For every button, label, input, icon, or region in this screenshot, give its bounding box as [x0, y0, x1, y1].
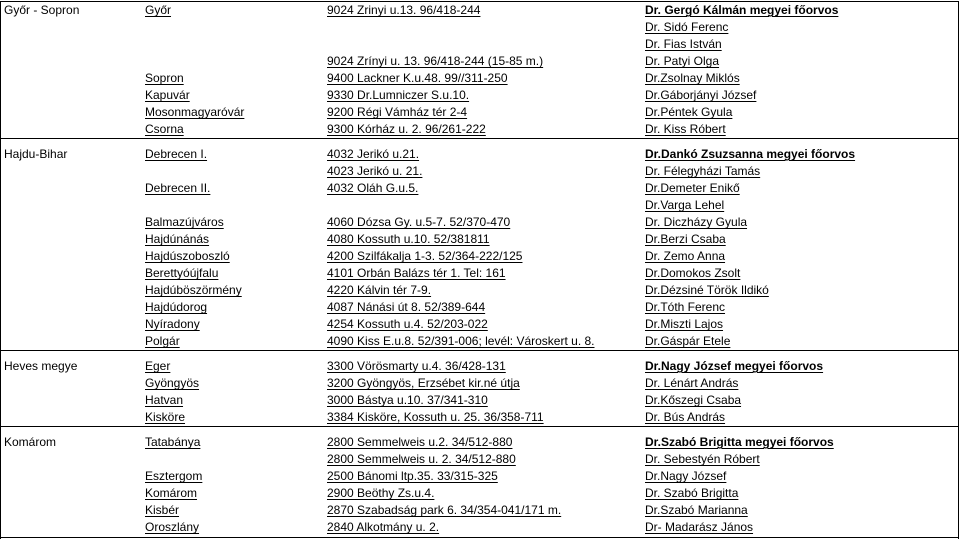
city-cell: Mosonmagyaróvár [145, 105, 245, 119]
address-cell: 3000 Bástya u.10. 37/341-310 [327, 393, 488, 407]
doctor-cell: Dr.Nagy József [645, 469, 727, 483]
city-cell: Hajdúdorog [145, 300, 208, 314]
table-row [0, 375, 959, 392]
table-row [0, 70, 959, 87]
address-cell: 4080 Kossuth u.10. 52/381811 [327, 232, 490, 246]
address-cell: 9024 Zrínyi u. 13. 96/418-244 (15-85 m.) [327, 54, 544, 68]
address-cell: 4032 Jerikó u.21. [327, 147, 420, 161]
address-cell: 4032 Oláh G.u.5. [327, 181, 419, 195]
table-rule [0, 1, 959, 2]
city-cell: Hatvan [145, 393, 184, 407]
address-cell: 2800 Semmelweis u. 2. 34/512-880 [327, 452, 516, 466]
table-row [0, 409, 959, 426]
table-row [0, 231, 959, 248]
table-row [0, 2, 959, 19]
city-cell: Hajdúszoboszló [145, 249, 230, 263]
table-row [0, 358, 959, 375]
doctor-cell: Dr.Varga Lehel [645, 198, 725, 212]
table-row [0, 316, 959, 333]
city-cell: Kapuvár [145, 88, 190, 102]
table-row [0, 163, 959, 180]
city-cell: Tatabánya [145, 435, 201, 449]
table-row [0, 248, 959, 265]
address-cell: 2800 Semmelweis u.2. 34/512-880 [327, 435, 513, 449]
doctor-cell: Dr.Zsolnay Miklós [645, 71, 740, 85]
table-row [0, 451, 959, 468]
table-row [0, 392, 959, 409]
doctor-cell: Dr.Szabó Brigitta megyei főorvos [645, 435, 834, 449]
doctor-cell: Dr.Demeter Enikő [645, 181, 740, 195]
county-cell: Győr - Sopron [4, 3, 80, 17]
city-cell: Polgár [145, 334, 180, 348]
city-cell: Hajdúböszörmény [145, 283, 242, 297]
city-cell: Komárom [145, 486, 198, 500]
doctor-cell: Dr.Gáspár Etele [645, 334, 731, 348]
doctor-cell: Dr. Zemo Anna [645, 249, 726, 263]
city-cell: Hajdúnánás [145, 232, 210, 246]
table-rule [0, 426, 959, 427]
doctor-cell: Dr. Patyi Olga [645, 54, 720, 68]
table-row [0, 434, 959, 451]
address-cell: 2870 Szabadság park 6. 34/354-041/171 m. [327, 503, 562, 517]
address-cell: 4101 Orbán Balázs tér 1. Tel: 161 [327, 266, 506, 280]
doctor-cell: Dr. Lénárt András [645, 376, 739, 390]
table-row [0, 53, 959, 70]
city-cell: Debrecen I. [145, 147, 208, 161]
table-rule [0, 350, 959, 351]
address-cell: 4090 Kiss E.u.8. 52/391-006; levél: Városkert u. 8. [327, 334, 595, 348]
doctor-cell: Dr.Szabó Marianna [645, 503, 748, 517]
address-cell: 2900 Beöthy Zs.u.4. [327, 486, 435, 500]
address-cell: 3384 Kisköre, Kossuth u. 25. 36/358-711 [327, 410, 544, 424]
doctor-cell: Dr.Kőszegi Csaba [645, 393, 742, 407]
doctor-cell: Dr.Dankó Zsuzsanna megyei főorvos [645, 147, 856, 161]
doctor-cell: Dr. Kiss Róbert [645, 122, 726, 136]
table-rule [0, 138, 959, 139]
table-row [0, 19, 959, 36]
table-row [0, 265, 959, 282]
city-cell: Sopron [145, 71, 184, 85]
table-row [0, 299, 959, 316]
doctor-cell: Dr. Szabó Brigitta [645, 486, 739, 500]
table-row [0, 197, 959, 214]
address-cell: 9200 Régi Vámház tér 2-4 [327, 105, 468, 119]
doctor-cell: Dr.Domokos Zsolt [645, 266, 741, 280]
doctor-cell: Dr.Tóth Ferenc [645, 300, 726, 314]
address-cell: 4254 Kossuth u.4. 52/203-022 [327, 317, 488, 331]
address-cell: 4220 Kálvin tér 7-9. [327, 283, 432, 297]
address-cell: 4023 Jerikó u. 21. [327, 164, 423, 178]
doctor-cell: Dr.Péntek Gyula [645, 105, 733, 119]
address-cell: 2500 Bánomi ltp.35. 33/315-325 [327, 469, 498, 483]
city-cell: Berettyóújfalu [145, 266, 219, 280]
city-cell: Győr [145, 3, 172, 17]
address-cell: 9400 Lackner K.u.48. 99//311-250 [327, 71, 508, 85]
city-cell: Balmazújváros [145, 215, 224, 229]
table-row [0, 146, 959, 163]
address-cell: 2840 Alkotmány u. 2. [327, 520, 440, 534]
city-cell: Esztergom [145, 469, 203, 483]
address-cell: 9024 Zrinyi u.13. 96/418-244 [327, 3, 481, 17]
city-cell: Oroszlány [145, 520, 200, 534]
table-row [0, 180, 959, 197]
city-cell: Debrecen II. [145, 181, 211, 195]
county-cell: Hajdu-Bihar [4, 147, 68, 161]
county-cell: Heves megye [4, 359, 78, 373]
county-cell: Komárom [4, 435, 57, 449]
doctor-cell: Dr. Sebestyén Róbert [645, 452, 760, 466]
table-row [0, 519, 959, 536]
address-cell: 9330 Dr.Lumniczer S.u.10. [327, 88, 470, 102]
address-cell: 9300 Kórház u. 2. 96/261-222 [327, 122, 486, 136]
table-row [0, 87, 959, 104]
doctor-cell: Dr. Fias István [645, 37, 722, 51]
address-cell: 4060 Dózsa Gy. u.5-7. 52/370-470 [327, 215, 511, 229]
address-cell: 3300 Vörösmarty u.4. 36/428-131 [327, 359, 506, 373]
table-row [0, 214, 959, 231]
doctor-cell: Dr. Diczházy Gyula [645, 215, 748, 229]
table-row [0, 36, 959, 53]
city-cell: Csorna [145, 122, 184, 136]
doctor-cell: Dr.Nagy József megyei főorvos [645, 359, 824, 373]
city-cell: Kisköre [145, 410, 186, 424]
table-row [0, 333, 959, 350]
doctor-cell: Dr.Berzi Csaba [645, 232, 726, 246]
table-row [0, 502, 959, 519]
table-rule [0, 1, 1, 539]
doctor-cell: Dr.Miszti Lajos [645, 317, 724, 331]
city-cell: Gyöngyös [145, 376, 200, 390]
table-row [0, 121, 959, 138]
doctor-cell: Dr. Bús András [645, 410, 726, 424]
doctor-cell: Dr. Sidó Ferenc [645, 20, 729, 34]
address-cell: 3200 Gyöngyös, Erzsébet kir.né útja [327, 376, 520, 390]
doctor-cell: Dr- Madarász János [645, 520, 754, 534]
table-row [0, 104, 959, 121]
doctor-cell: Dr. Gergó Kálmán megyei főorvos [645, 3, 839, 17]
address-cell: 4200 Szilfákalja 1-3. 52/364-222/125 [327, 249, 523, 263]
table-rule [0, 537, 959, 538]
table-row [0, 468, 959, 485]
doctor-cell: Dr. Félegyházi Tamás [645, 164, 761, 178]
city-cell: Kisbér [145, 503, 180, 517]
city-cell: Nyíradony [145, 317, 200, 331]
table-row [0, 282, 959, 299]
city-cell: Eger [145, 359, 171, 373]
doctor-cell: Dr.Gáborjányi József [645, 88, 757, 102]
table-row [0, 485, 959, 502]
address-cell: 4087 Nánási út 8. 52/389-644 [327, 300, 486, 314]
doctor-cell: Dr.Dézsiné Török Ildikó [645, 283, 769, 297]
